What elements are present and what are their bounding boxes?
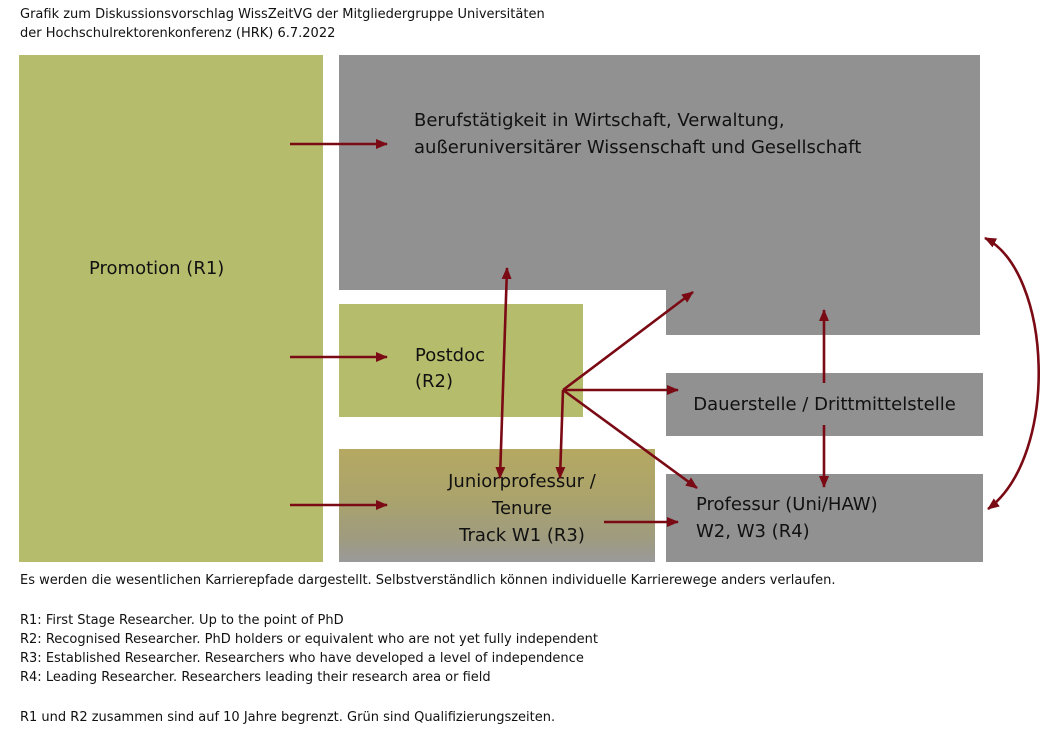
promotion-label: Promotion (R1) [89, 258, 225, 279]
juniorprofessur-label-line-3: Track W1 (R3) [459, 525, 585, 546]
diagram-title-line-2: der Hochschulrektorenkonferenz (HRK) 6.7.2022 [20, 26, 336, 41]
berufstaetigkeit-label-line-2: außeruniversitärer Wissenschaft und Gesellschaft [414, 137, 862, 158]
arrow-postdoc-to-professur [563, 390, 697, 488]
note-main: Es werden die wesentlichen Karrierepfade dargestellt. Selbstverständlich können individuelle Karrierewege anders verlaufen. [20, 573, 836, 588]
legend-r3: R3: Established Researcher. Researchers who have developed a level of independence [20, 651, 584, 666]
arrow-postdoc-to-junior [560, 390, 563, 478]
berufstaetigkeit-label-line-1: Berufstätigkeit in Wirtschaft, Verwaltung, [414, 110, 785, 131]
legend-r4: R4: Leading Researcher. Researchers leading their research area or field [20, 670, 491, 685]
legend-r1: R1: First Stage Researcher. Up to the point of PhD [20, 613, 344, 628]
diagram-title-line-1: Grafik zum Diskussionsvorschlag WissZeitVG der Mitgliedergruppe Universitäten [20, 7, 545, 22]
professur-label-line-1: Professur (Uni/HAW) [696, 494, 878, 515]
postdoc-label-line-1: Postdoc [415, 345, 485, 366]
legend-r2: R2: Recognised Researcher. PhD holders or equivalent who are not yet fully independent [20, 632, 598, 647]
professur-label-line-2: W2, W3 (R4) [696, 521, 810, 542]
juniorprofessur-label-line-2: Tenure [492, 498, 552, 519]
note-footer: R1 und R2 zusammen sind auf 10 Jahre begrenzt. Grün sind Qualifizierungszeiten. [20, 710, 556, 725]
arrow-beruf-professur-curved [985, 238, 1039, 509]
arrow-postdoc-to-beruf [563, 292, 693, 390]
arrow-beruf-junior [500, 268, 507, 478]
dauerstelle-label: Dauerstelle / Drittmittelstelle [693, 394, 956, 415]
postdoc-label-line-2: (R2) [415, 371, 454, 392]
juniorprofessur-label-line-1: Juniorprofessur / [448, 471, 596, 492]
